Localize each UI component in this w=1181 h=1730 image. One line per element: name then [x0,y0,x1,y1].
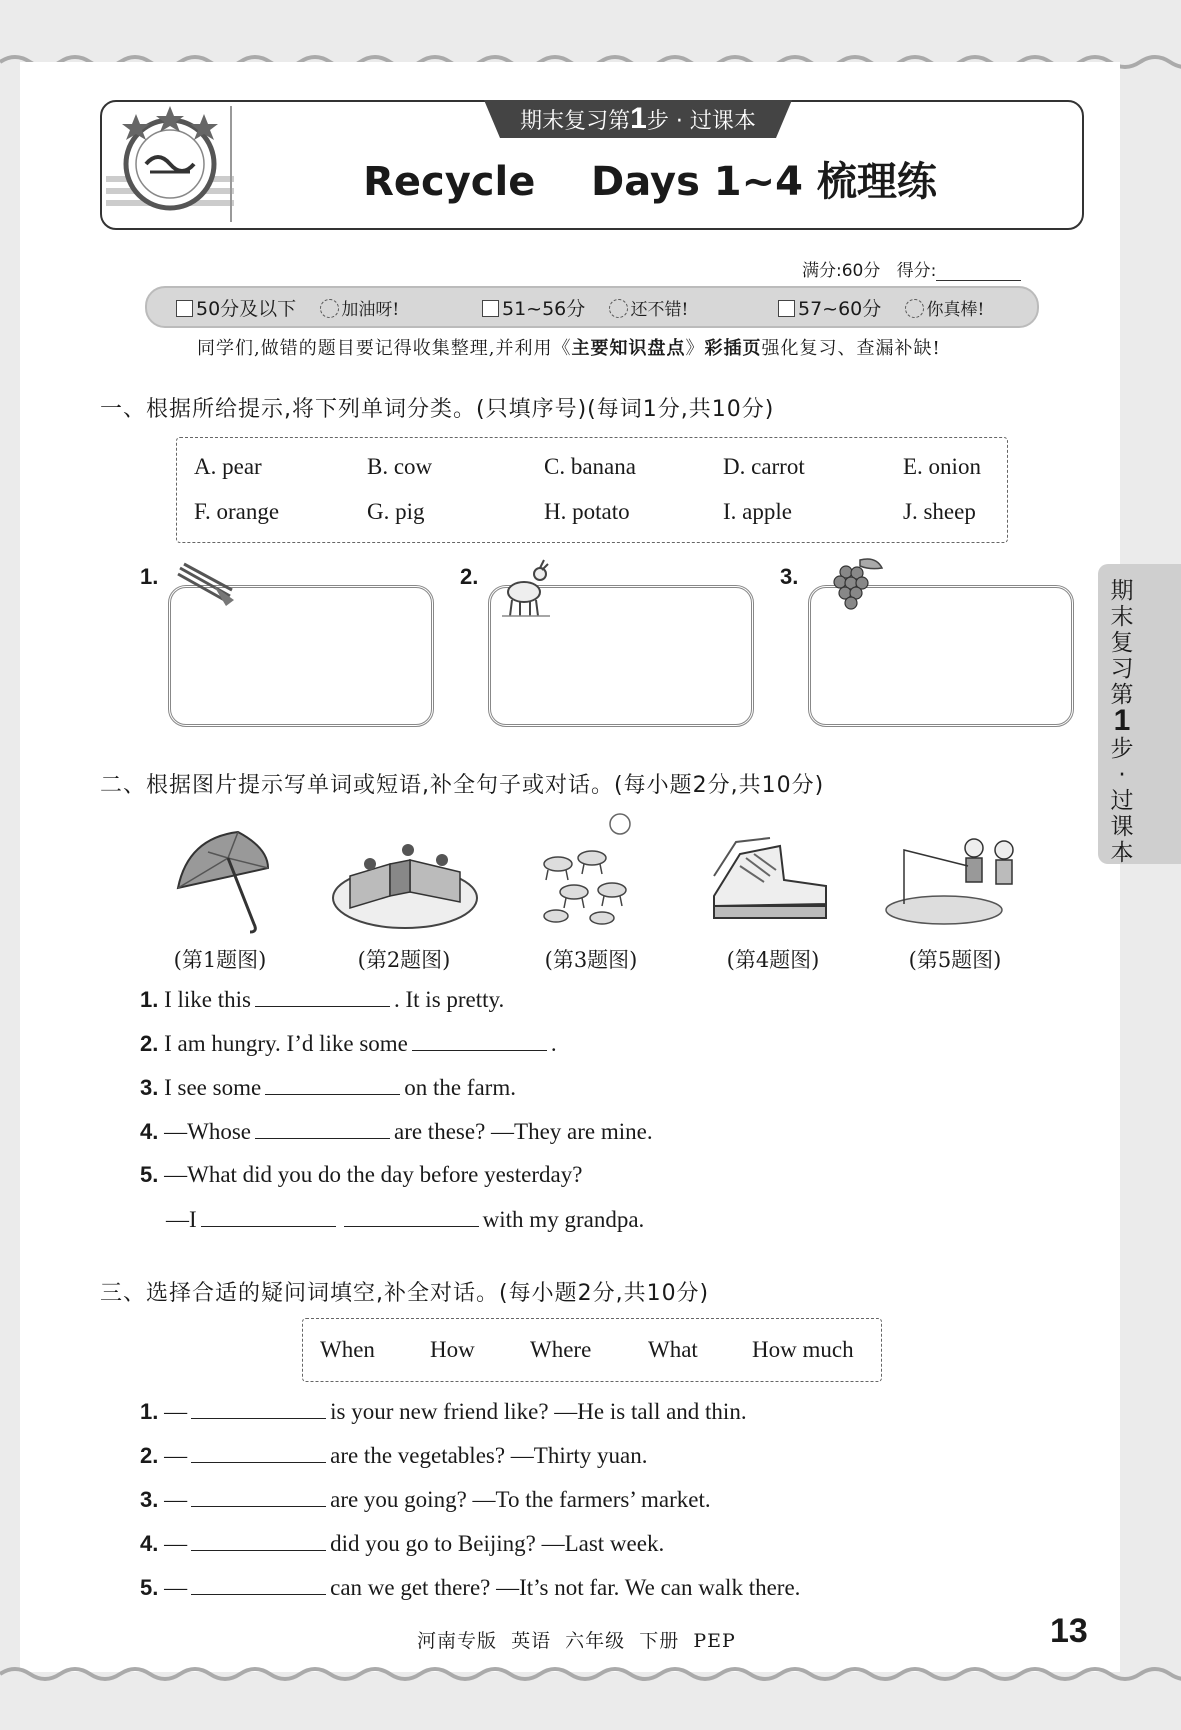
section2-title: 二、根据图片提示写单词或短语,补全句子或对话。(每小题2分,共10分) [100,773,825,798]
smile-face-icon [609,299,628,318]
word-item: F. orange [194,499,280,524]
figure-caption: (第2题图) [357,948,451,972]
word-bank-box [176,437,1008,543]
score-blank[interactable] [936,264,1021,281]
study-notice: 同学们,做错的题目要记得收集整理,并利用《主要知识盘点》彩插页强化复习、查漏补缺! [197,338,941,359]
section3-title: 三、选择合适的疑问词填空,补全对话。(每小题2分,共10分) [100,1281,710,1306]
question-word: Where [530,1337,592,1362]
word-item: J. sheep [903,499,976,524]
word-item: H. potato [544,499,630,524]
figure-caption: (第1题图) [173,948,267,972]
word-item: G. pig [367,499,425,524]
fill-sentence: 1. I like this . It is pretty. [140,987,505,1012]
category-number: 2. [460,564,479,589]
word-item: A. pear [194,454,262,479]
publisher-logo [106,106,234,222]
logo-divider [230,106,232,222]
carrot-bunch-icon [174,560,238,610]
sneakers-icon [710,836,830,928]
cake-icon [330,836,480,932]
word-item: C. banana [544,454,636,479]
goat-icon [500,558,552,620]
figure-caption: (第5题图) [908,948,1002,972]
fill-sentence: 3. I see some on the farm. [140,1075,516,1100]
question-word: How [430,1337,475,1362]
dialog-line: 5. — can we get there? —It’s not far. We can walk there. [140,1575,801,1600]
answer-blank[interactable] [191,1574,326,1595]
fishing-icon [884,830,1018,930]
word-item: B. cow [367,454,433,479]
question-word: How much [752,1337,854,1362]
answer-blank[interactable] [412,1030,547,1051]
dialog-line: 3. — are you going? —To the farmers’ market. [140,1487,711,1512]
word-item: D. carrot [723,454,805,479]
rating-mid-checkbox[interactable] [482,300,499,317]
answer-blank[interactable] [191,1442,326,1463]
question-word: What [648,1337,698,1362]
side-tab-label: 期末复习第1步·过课本 [1110,578,1134,866]
section1-title: 一、根据所给提示,将下列单词分类。(只填序号)(每词1分,共10分) [100,397,775,422]
answer-blank[interactable] [344,1206,479,1227]
dialog-line: 4. — did you go to Beijing? —Last week. [140,1531,665,1556]
smile-face-icon [320,299,339,318]
answer-blank[interactable] [191,1486,326,1507]
rating-low: 50分及以下 加油呀! [176,294,399,321]
smile-face-icon [905,299,924,318]
fill-sentence: 5. —What did you do the day before yesterday? [140,1162,583,1187]
category-number: 1. [140,564,159,589]
page-title: Recycle Days 1~4 梳理练 [363,159,937,205]
bottom-wave-border [0,1660,1181,1690]
answer-blank[interactable] [201,1206,336,1227]
banner-label: 期末复习第1步 · 过课本 [520,102,756,135]
question-word: When [320,1337,375,1362]
horses-icon [532,812,646,936]
fill-sentence-reply: —I with my grandpa. [166,1207,645,1232]
figure-caption: (第3题图) [544,948,638,972]
answer-blank[interactable] [255,1118,390,1139]
dialog-line: 1. — is your new friend like? —He is tall and thin. [140,1399,747,1424]
answer-blank[interactable] [191,1530,326,1551]
rating-mid: 51~56分 还不错! [482,294,688,321]
word-item: I. apple [723,499,792,524]
fill-sentence: 4. —Whose are these? —They are mine. [140,1119,653,1144]
score-line: 满分:60分 得分: [802,256,1021,281]
footer-edition: 河南专版 英语 六年级 下册 PEP [417,1630,736,1652]
answer-blank[interactable] [265,1074,400,1095]
fill-sentence: 2. I am hungry. I’d like some . [140,1031,557,1056]
rating-high: 57~60分 你真棒! [778,294,984,321]
rating-high-checkbox[interactable] [778,300,795,317]
figure-caption: (第4题图) [726,948,820,972]
umbrella-icon [168,828,274,940]
grapes-icon [826,556,886,612]
category-number: 3. [780,564,799,589]
rating-low-checkbox[interactable] [176,300,193,317]
answer-blank[interactable] [255,986,390,1007]
dialog-line: 2. — are the vegetables? —Thirty yuan. [140,1443,648,1468]
page-number: 13 [1050,1612,1088,1650]
answer-blank[interactable] [191,1398,326,1419]
word-item: E. onion [903,454,981,479]
